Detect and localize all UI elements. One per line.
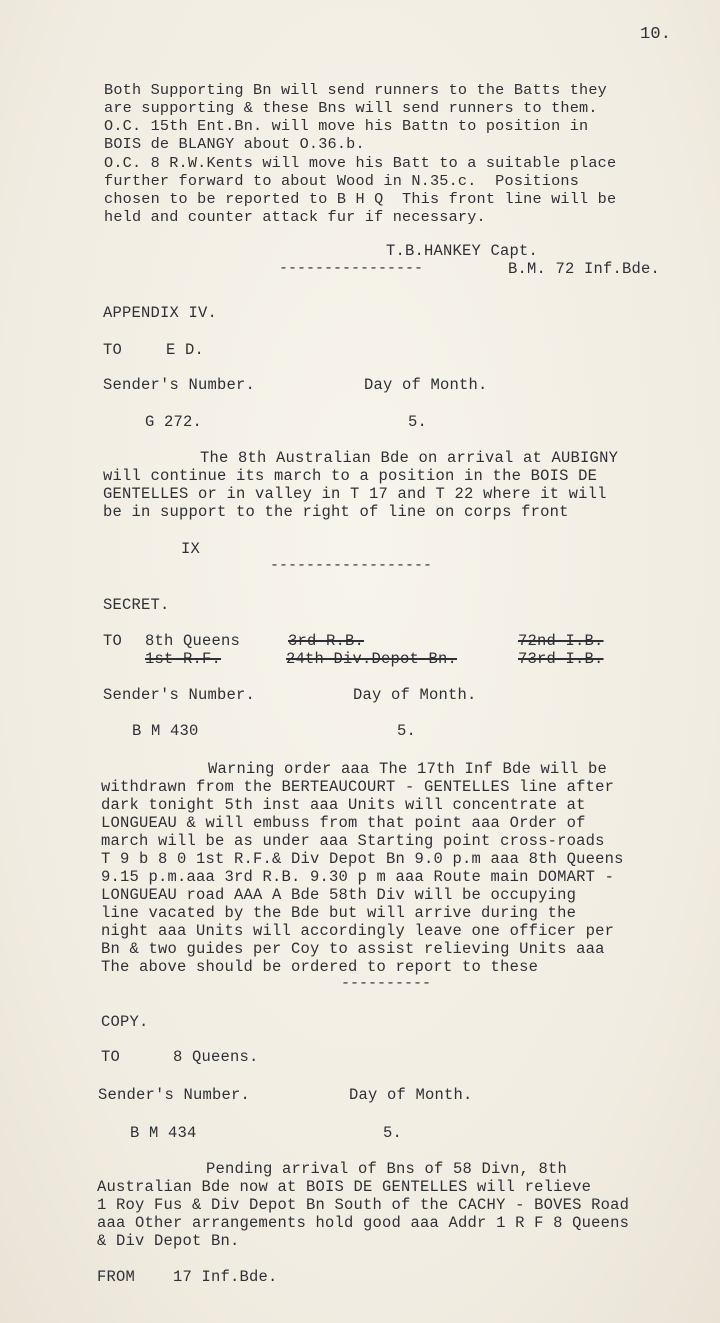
roman-numeral: IX — [181, 540, 201, 558]
text-line: line vacated by the Bde but will arrive during the — [101, 904, 577, 922]
text-line: T 9 b 8 0 1st R.F.& Div Depot Bn 9.0 p.m aaa 8th Queens — [101, 850, 624, 868]
from-value: 17 Inf.Bde. — [173, 1268, 278, 1286]
text-line: Warning order aaa The 17th Inf Bde will be — [208, 760, 608, 778]
text-line: Both Supporting Bn will send runners to the Batts they — [104, 81, 607, 99]
page-number: 10. — [640, 25, 672, 44]
text-line: aaa Other arrangements hold good aaa Addr 1 R F 8 Queens — [97, 1214, 630, 1232]
divider-dashes: ---------- — [341, 975, 432, 992]
text-line: GENTELLES or in valley in T 17 and T 22 where it will — [103, 485, 607, 503]
text-line: withdrawn from the BERTEAUCOURT - GENTELLES line after — [101, 778, 615, 796]
addressee: 8th Queens — [145, 632, 241, 650]
text-line: 9.15 p.m.aaa 3rd R.B. 9.30 p m aaa Route main DOMART - — [101, 868, 615, 886]
text-line: chosen to be reported to B H Q This front line will be — [104, 190, 617, 208]
sender-number-label: Sender's Number. — [98, 1086, 251, 1104]
sender-number-label: Sender's Number. — [103, 686, 256, 704]
text-line: will continue its march to a position in the BOIS DE — [103, 467, 598, 485]
sender-number-label: Sender's Number. — [103, 376, 256, 394]
sender-number-value: G 272. — [145, 413, 203, 431]
text-line: night aaa Units will accordingly leave one officer per — [101, 922, 615, 940]
day-of-month-label: Day of Month. — [349, 1086, 473, 1104]
day-of-month-value: 5. — [383, 1124, 403, 1142]
struck-addressee: 1st-R.F. — [145, 650, 222, 668]
signature-name: T.B.HANKEY Capt. — [386, 242, 539, 260]
text-line: O.C. 8 R.W.Kents will move his Batt to a suitable place — [104, 154, 617, 172]
struck-addressee: 24th-Div.Depot-Bn. — [286, 650, 458, 668]
text-line: BOIS de BLANGY about O.36.b. — [104, 135, 365, 153]
text-line: Bn & two guides per Coy to assist relieving Units aaa — [101, 940, 605, 958]
text-line: & Div Depot Bn. — [97, 1232, 240, 1250]
text-line: The above should be ordered to report to these — [101, 958, 539, 976]
divider-dashes: ------------------ — [270, 557, 433, 574]
text-line: 1 Roy Fus & Div Depot Bn South of the CACHY - BOVES Road — [97, 1196, 630, 1214]
text-line: Pending arrival of Bns of 58 Divn, 8th — [206, 1160, 568, 1178]
to-label: TO — [101, 1048, 121, 1066]
text-line: Australian Bde now at BOIS DE GENTELLES will relieve — [97, 1178, 592, 1196]
appendix-title: APPENDIX IV. — [103, 304, 218, 322]
sender-number-value: B M 430 — [132, 722, 199, 740]
text-line: march will be as under aaa Starting point cross-roads — [101, 832, 605, 850]
text-line: are supporting & these Bns will send runners to them. — [104, 99, 598, 117]
struck-addressee: 3rd-R.B. — [288, 632, 365, 650]
to-label: TO — [103, 341, 123, 359]
sender-number-value: B M 434 — [130, 1124, 197, 1142]
secret-title: SECRET. — [103, 596, 170, 614]
struck-addressee: 72nd-I.B. — [518, 632, 604, 650]
to-value: 8 Queens. — [173, 1048, 259, 1066]
to-label: TO — [103, 632, 123, 650]
day-of-month-label: Day of Month. — [364, 376, 488, 394]
divider-dashes: ---------------- — [279, 260, 424, 277]
text-line: The 8th Australian Bde on arrival at AUBIGNY — [200, 449, 619, 467]
text-line: held and counter attack fur if necessary. — [104, 208, 486, 226]
text-line: further forward to about Wood in N.35.c. Positions — [104, 172, 580, 190]
text-line: O.C. 15th Ent.Bn. will move his Battn to position in — [104, 117, 589, 135]
text-line: be in support to the right of line on corps front — [103, 503, 569, 521]
day-of-month-value: 5. — [397, 722, 417, 740]
day-of-month-value: 5. — [408, 413, 428, 431]
signature-rank: B.M. 72 Inf.Bde. — [508, 260, 661, 278]
text-line: LONGUEAU road AAA A Bde 58th Div will be occupying — [101, 886, 577, 904]
struck-addressee: 73rd-I.B. — [518, 650, 604, 668]
to-value: E D. — [166, 341, 205, 359]
text-line: dark tonight 5th inst aaa Units will concentrate at — [101, 796, 586, 814]
day-of-month-label: Day of Month. — [353, 686, 477, 704]
copy-title: COPY. — [101, 1013, 149, 1031]
text-line: LONGUEAU & will embuss from that point aaa Order of — [101, 814, 586, 832]
from-label: FROM — [97, 1268, 136, 1286]
